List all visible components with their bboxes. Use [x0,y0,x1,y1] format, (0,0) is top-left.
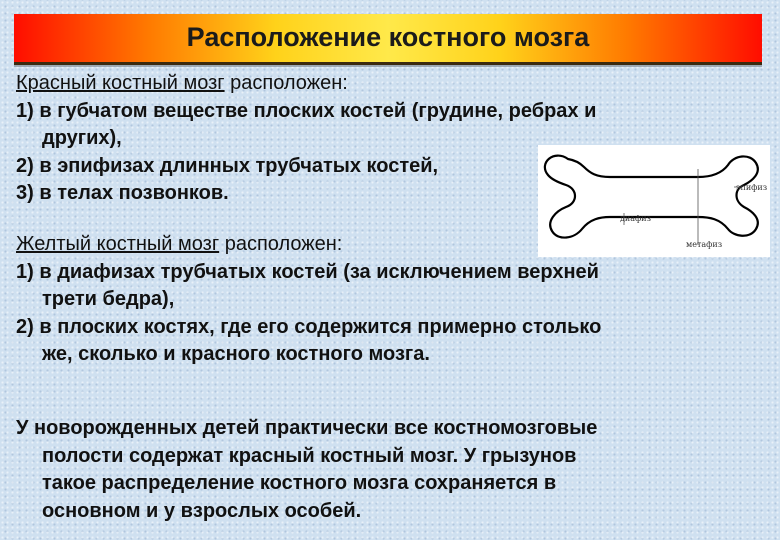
bone-outline [545,156,758,238]
red-marrow-item-1: 1) в губчатом веществе плоских костей (грудине, ребрах и [16,99,597,122]
label-metaphysis: метафиз [686,240,723,249]
red-marrow-item-1-cont: других), [42,127,122,149]
yellow-marrow-heading-underlined: Желтый костный мозг [16,233,220,255]
newborn-section [16,415,756,525]
yellow-marrow-section [16,231,756,369]
yellow-marrow-item-1-cont: трети бедра), [42,288,175,310]
label-diaphysis: диафиз [620,214,651,223]
yellow-marrow-heading [16,231,756,259]
newborn-line-3: такое распределение костного мозга сохраняется в [42,472,557,494]
label-epiphysis: эпифиз [736,183,768,192]
yellow-marrow-item-1: 1) в диафизах трубчатых костей (за исключением верхней [16,260,599,283]
yellow-marrow-item-2-cont: же, сколько и красного костного мозга. [42,343,430,365]
red-marrow-heading-rest: расположен: [224,72,348,94]
yellow-marrow-heading-rest: расположен: [219,233,343,255]
red-marrow-item-3: 3) в телах позвонков. [16,182,229,204]
newborn-line-2: полости содержат красный костный мозг. У грызунов [42,444,577,467]
yellow-marrow-item-2: 2) в плоских костях, где его содержится примерно столько [16,315,602,338]
page-title: Расположение костного мозга [186,22,590,52]
newborn-line-1: У новорожденных детей практически все костномозговые [16,417,598,439]
newborn-line-4: основном и у взрослых особей. [42,499,362,522]
red-marrow-item-2: 2) в эпифизах длинных трубчатых костей, [16,154,439,177]
red-marrow-heading-underlined: Красный костный мозг [16,72,225,94]
title-banner [14,14,762,65]
red-marrow-heading [16,70,746,98]
